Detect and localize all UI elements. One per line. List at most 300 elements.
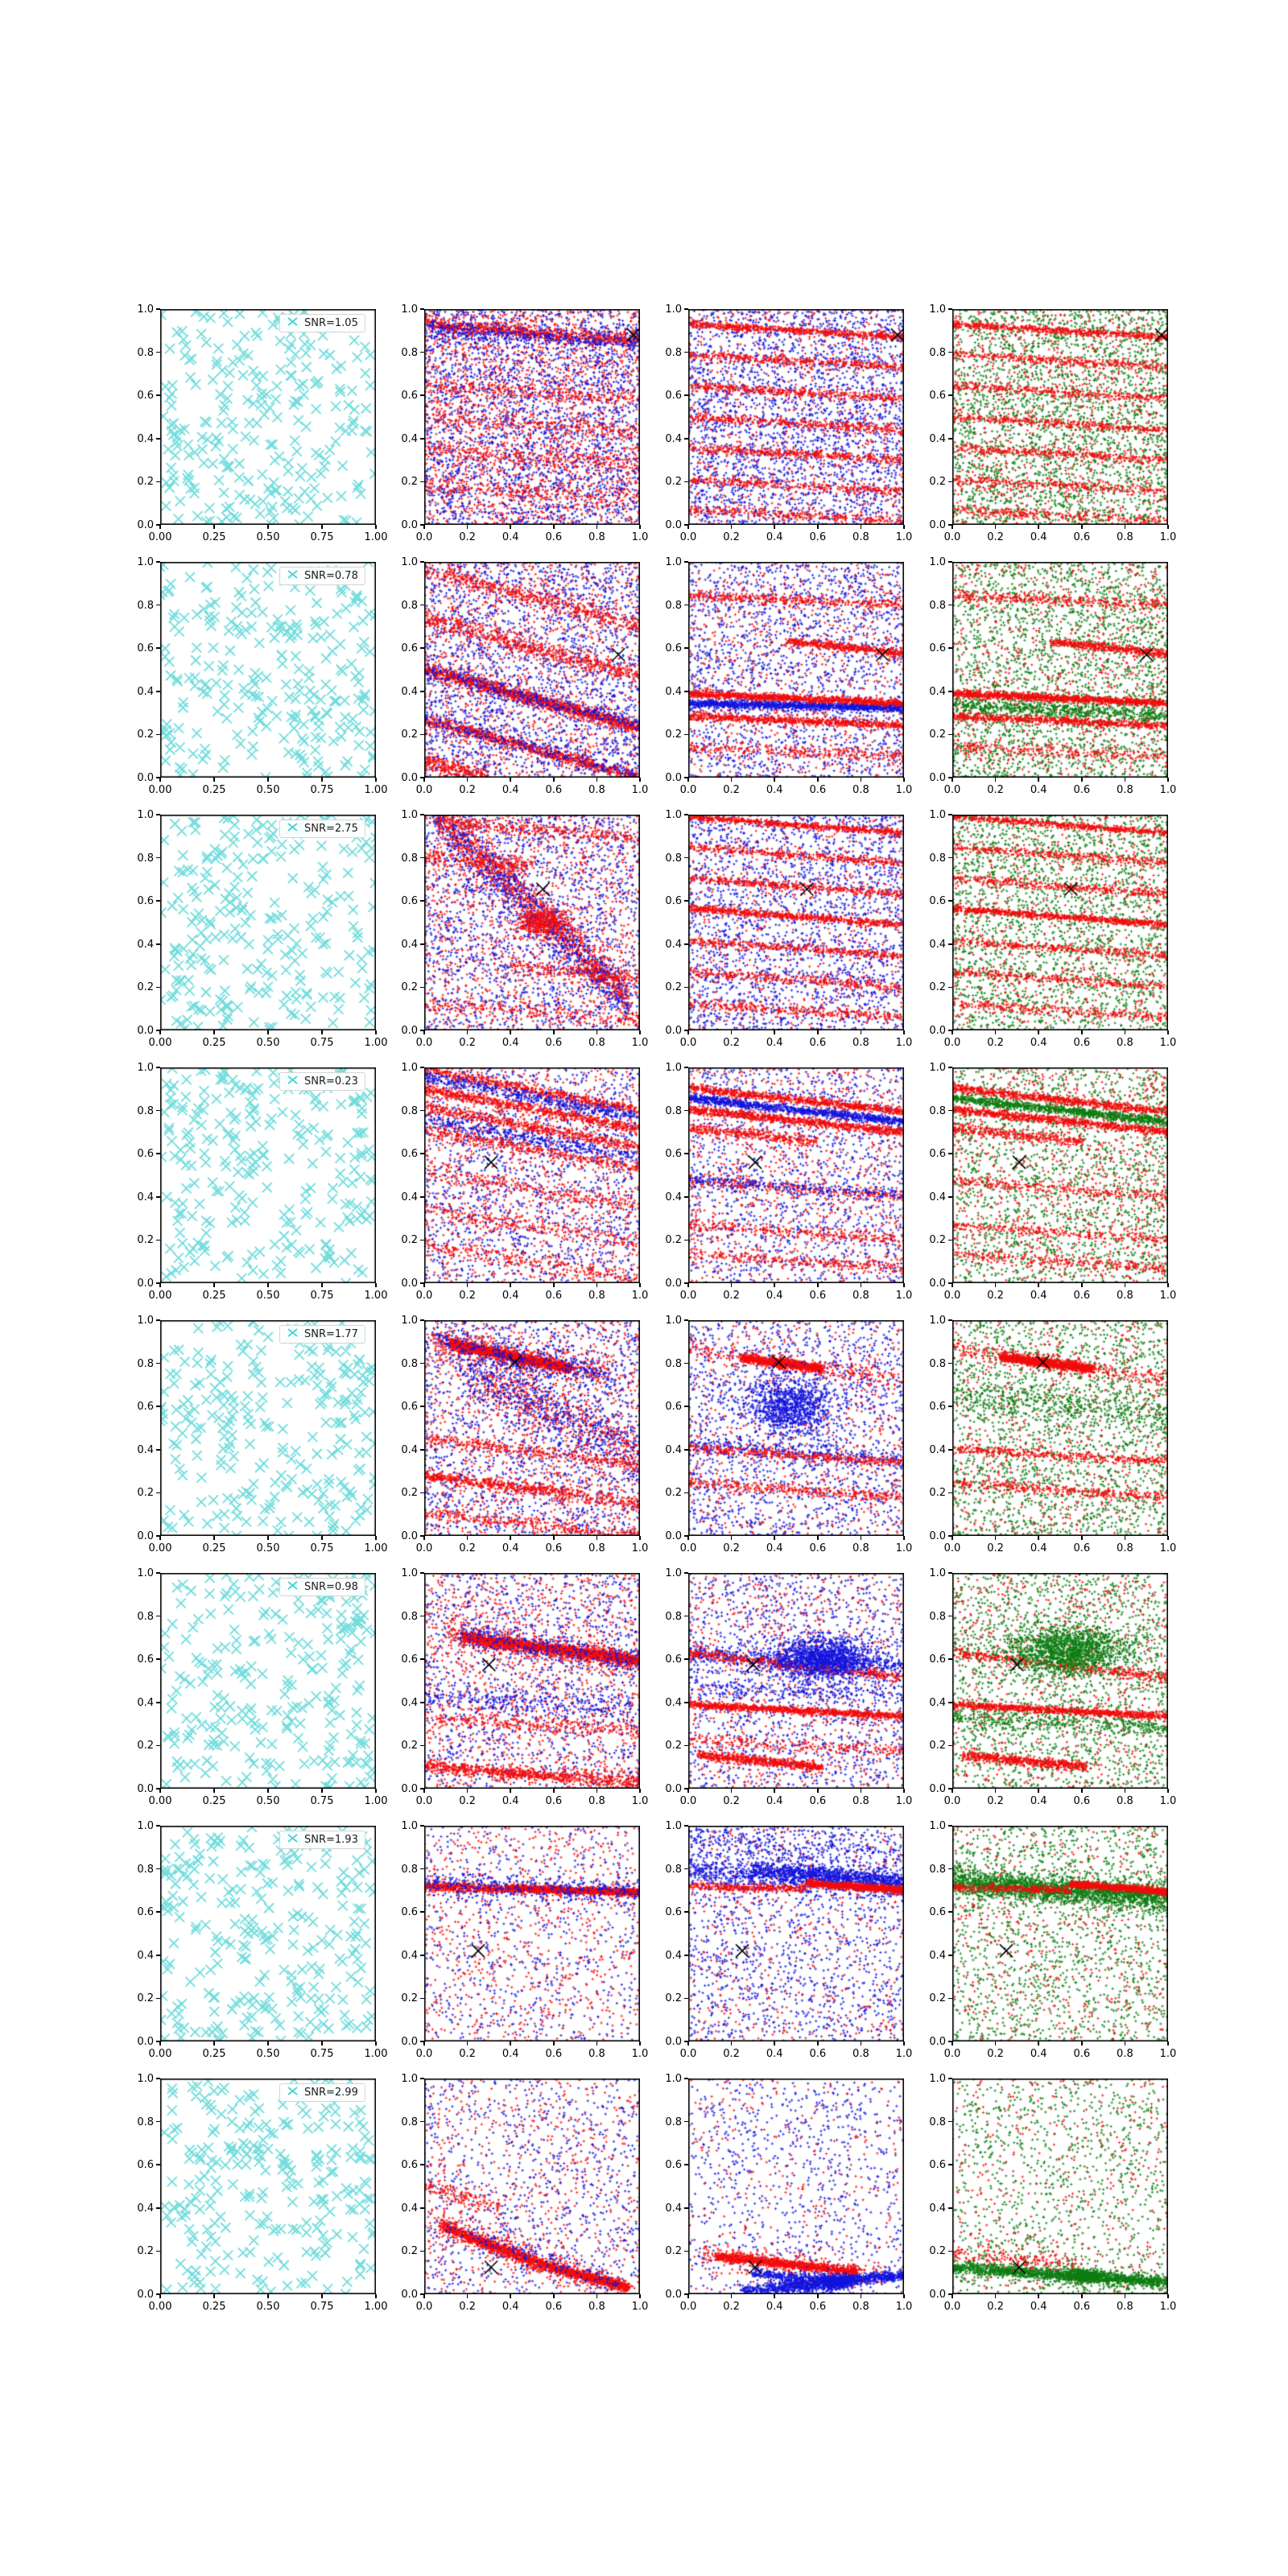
y-tick-label: 0.8	[665, 346, 682, 359]
x-tick-mark	[903, 2294, 905, 2298]
scatter-canvas-r1c2	[424, 309, 640, 525]
x-tick-mark	[774, 1030, 775, 1034]
y-tick-mark	[684, 2121, 688, 2123]
y-tick-mark	[420, 2041, 424, 2042]
x-tick-label: 1.0	[895, 2048, 913, 2060]
y-tick-label: 1.0	[665, 1315, 682, 1327]
y-tick-mark	[948, 1572, 952, 1574]
y-tick-mark	[948, 943, 952, 945]
y-tick-label: 1.0	[401, 303, 418, 316]
y-tick-label: 0.2	[137, 1234, 154, 1247]
y-tick-label: 1.0	[929, 556, 946, 568]
x-tick-label: 0.4	[1030, 784, 1047, 796]
x-tick-mark	[553, 2294, 555, 2298]
y-tick-mark	[948, 1658, 952, 1660]
x-tick-label: 0.6	[545, 1290, 563, 1302]
scatter-canvas-r6c4	[952, 1573, 1168, 1789]
x-tick-mark	[375, 2294, 377, 2298]
y-tick-label: 0.8	[137, 1357, 154, 1370]
x-tick-label: 0.4	[766, 531, 783, 543]
y-tick-mark	[420, 394, 424, 396]
x-tick-label: 0.2	[987, 1542, 1004, 1554]
y-tick-label: 0.0	[401, 772, 418, 784]
x-tick-mark	[553, 1789, 555, 1793]
y-tick-mark	[420, 1067, 424, 1068]
y-tick-label: 0.4	[137, 1443, 154, 1456]
y-tick-mark	[156, 308, 160, 310]
y-tick-label: 0.0	[929, 772, 946, 784]
y-tick-label: 0.0	[929, 2036, 946, 2048]
x-tick-mark	[467, 1283, 469, 1287]
y-tick-label: 1.0	[665, 1062, 682, 1074]
x-tick-label: 0.6	[545, 2048, 563, 2060]
y-tick-mark	[948, 2078, 952, 2079]
y-tick-label: 1.0	[401, 1820, 418, 1832]
y-tick-label: 0.8	[929, 2116, 946, 2128]
y-tick-mark	[684, 1067, 688, 1068]
y-tick-mark	[420, 900, 424, 902]
y-tick-label: 0.2	[401, 1992, 418, 2005]
y-tick-mark	[420, 308, 424, 310]
y-tick-mark	[156, 1067, 160, 1068]
y-tick-label: 1.0	[137, 2073, 154, 2085]
y-tick-label: 0.6	[137, 895, 154, 908]
x-tick-mark	[375, 1536, 377, 1540]
y-tick-mark	[948, 1868, 952, 1870]
y-tick-label: 0.2	[401, 1487, 418, 1500]
x-tick-mark	[213, 525, 215, 529]
y-tick-label: 1.0	[401, 1567, 418, 1579]
x-tick-label: 1.00	[364, 1037, 388, 1049]
x-tick-label: 0.75	[310, 1037, 334, 1049]
y-tick-label: 0.6	[137, 1653, 154, 1666]
x-tick-mark	[267, 778, 269, 782]
x-tick-mark	[817, 2294, 819, 2298]
x-tick-mark	[1125, 1283, 1126, 1287]
y-tick-label: 0.2	[929, 1992, 946, 2005]
snr-legend-label: SNR=1.77	[304, 1328, 358, 1340]
y-tick-mark	[948, 1406, 952, 1407]
x-tick-label: 0.8	[588, 2301, 605, 2313]
x-tick-mark	[423, 1789, 425, 1793]
x-tick-mark	[423, 1030, 425, 1034]
x-tick-mark	[267, 1283, 269, 1287]
x-tick-mark	[687, 2041, 689, 2046]
scatter-canvas-r4c2	[424, 1067, 640, 1283]
x-tick-label: 0.0	[943, 1037, 961, 1049]
x-tick-mark	[1125, 2294, 1126, 2298]
y-tick-mark	[420, 1825, 424, 1827]
x-tick-mark	[952, 1789, 953, 1793]
x-tick-mark	[467, 1030, 469, 1034]
y-tick-label: 1.0	[929, 1062, 946, 1074]
legend-cross-icon	[287, 1327, 299, 1341]
x-tick-label: 0.0	[415, 784, 433, 796]
y-tick-mark	[948, 1535, 952, 1537]
x-tick-mark	[1081, 525, 1083, 529]
y-tick-label: 0.0	[137, 519, 154, 531]
x-tick-mark	[1081, 2294, 1083, 2298]
y-tick-mark	[684, 1406, 688, 1407]
y-tick-mark	[948, 814, 952, 815]
x-tick-label: 1.0	[1159, 2301, 1177, 2313]
x-tick-label: 0.2	[987, 784, 1004, 796]
y-tick-label: 0.8	[665, 852, 682, 865]
scatter-canvas-r2c2	[424, 562, 640, 778]
y-tick-mark	[948, 734, 952, 736]
x-tick-mark	[1167, 1536, 1169, 1540]
y-tick-label: 1.0	[401, 556, 418, 568]
x-tick-mark	[1167, 2294, 1169, 2298]
x-tick-label: 0.2	[723, 1795, 740, 1807]
y-tick-label: 0.0	[929, 2289, 946, 2301]
y-tick-label: 1.0	[137, 1062, 154, 1074]
x-tick-label: 0.0	[415, 2301, 433, 2313]
y-tick-mark	[420, 1363, 424, 1364]
scatter-canvas-r4c3	[688, 1067, 904, 1283]
x-tick-mark	[774, 2041, 775, 2046]
y-tick-mark	[420, 1788, 424, 1790]
y-tick-mark	[156, 2207, 160, 2209]
y-tick-mark	[684, 1240, 688, 1241]
y-tick-label: 0.8	[137, 599, 154, 612]
x-tick-label: 0.0	[943, 1542, 961, 1554]
y-tick-mark	[684, 438, 688, 440]
y-tick-mark	[684, 1788, 688, 1790]
x-tick-mark	[159, 1283, 161, 1287]
x-tick-mark	[687, 1030, 689, 1034]
y-tick-label: 0.6	[401, 642, 418, 655]
scatter-canvas-r7c2	[424, 1826, 640, 2041]
y-tick-label: 0.0	[665, 1025, 682, 1037]
x-tick-label: 0.8	[588, 531, 605, 543]
y-tick-label: 0.6	[665, 1401, 682, 1414]
x-tick-label: 1.00	[364, 2301, 388, 2313]
x-tick-label: 1.0	[631, 1037, 649, 1049]
x-tick-label: 0.0	[679, 1542, 697, 1554]
x-tick-label: 0.75	[310, 2301, 334, 2313]
x-tick-mark	[861, 778, 862, 782]
x-tick-label: 1.0	[631, 2301, 649, 2313]
y-tick-mark	[156, 777, 160, 778]
y-tick-mark	[156, 524, 160, 526]
x-tick-mark	[375, 1030, 377, 1034]
x-tick-mark	[995, 1283, 997, 1287]
x-tick-label: 0.0	[679, 1795, 697, 1807]
y-tick-label: 0.4	[665, 685, 682, 698]
x-tick-label: 0.2	[987, 2301, 1004, 2313]
x-tick-label: 0.50	[256, 1542, 280, 1554]
x-tick-mark	[774, 525, 775, 529]
y-tick-label: 0.2	[929, 1487, 946, 1500]
x-tick-mark	[687, 778, 689, 782]
x-tick-label: 0.4	[502, 2048, 519, 2060]
y-tick-label: 1.0	[401, 2073, 418, 2085]
y-tick-mark	[948, 524, 952, 526]
y-tick-mark	[156, 2041, 160, 2042]
y-tick-mark	[420, 2164, 424, 2165]
y-tick-mark	[948, 1363, 952, 1364]
x-tick-mark	[267, 525, 269, 529]
x-tick-label: 0.2	[459, 1542, 476, 1554]
x-tick-mark	[375, 1789, 377, 1793]
x-tick-mark	[159, 2041, 161, 2046]
x-tick-mark	[952, 2041, 953, 2046]
y-tick-label: 0.4	[929, 1443, 946, 1456]
y-tick-label: 0.8	[137, 1610, 154, 1623]
x-tick-mark	[510, 778, 511, 782]
x-tick-mark	[213, 1030, 215, 1034]
x-tick-label: 0.8	[852, 784, 869, 796]
x-tick-label: 0.4	[502, 2301, 519, 2313]
x-tick-mark	[639, 778, 641, 782]
y-tick-label: 0.6	[401, 1906, 418, 1919]
y-tick-label: 0.8	[401, 1863, 418, 1876]
x-tick-label: 0.8	[1117, 1795, 1133, 1807]
y-tick-mark	[684, 1702, 688, 1703]
y-tick-mark	[948, 308, 952, 310]
x-tick-label: 0.25	[202, 531, 226, 543]
y-tick-label: 0.6	[137, 1906, 154, 1919]
x-tick-label: 0.8	[588, 1795, 605, 1807]
x-tick-mark	[213, 2041, 215, 2046]
y-tick-label: 1.0	[665, 1567, 682, 1579]
y-tick-mark	[948, 2293, 952, 2295]
y-tick-label: 0.6	[929, 1653, 946, 1666]
y-tick-label: 0.2	[665, 1992, 682, 2005]
x-tick-label: 0.75	[310, 531, 334, 543]
x-tick-mark	[553, 2041, 555, 2046]
x-tick-mark	[159, 525, 161, 529]
y-tick-label: 0.0	[401, 2036, 418, 2048]
y-tick-mark	[948, 2041, 952, 2042]
x-tick-mark	[687, 525, 689, 529]
y-tick-label: 0.6	[665, 1653, 682, 1666]
y-tick-mark	[948, 1282, 952, 1284]
y-tick-label: 1.0	[137, 1820, 154, 1832]
y-tick-label: 0.8	[929, 1357, 946, 1370]
scatter-canvas-r1c1	[160, 309, 376, 525]
x-tick-label: 0.6	[545, 1542, 563, 1554]
y-tick-label: 0.2	[929, 476, 946, 489]
x-tick-label: 0.0	[943, 1795, 961, 1807]
x-tick-label: 0.6	[1073, 2301, 1091, 2313]
y-tick-label: 1.0	[665, 2073, 682, 2085]
y-tick-mark	[156, 1998, 160, 2000]
y-tick-mark	[948, 1196, 952, 1198]
x-tick-label: 0.25	[202, 784, 226, 796]
x-tick-mark	[267, 1789, 269, 1793]
x-tick-label: 0.4	[1030, 1037, 1047, 1049]
legend-cross-icon	[287, 822, 299, 836]
snr-legend	[279, 1325, 365, 1344]
y-tick-mark	[156, 2293, 160, 2295]
y-tick-mark	[420, 1282, 424, 1284]
scatter-canvas-r3c4	[952, 815, 1168, 1030]
x-tick-label: 1.00	[364, 1542, 388, 1554]
y-tick-mark	[948, 1788, 952, 1790]
y-tick-mark	[156, 1955, 160, 1956]
x-tick-label: 1.0	[895, 1542, 913, 1554]
x-tick-mark	[467, 525, 469, 529]
y-tick-mark	[948, 691, 952, 692]
y-tick-label: 0.6	[137, 1148, 154, 1161]
y-tick-label: 0.4	[401, 432, 418, 445]
y-tick-label: 0.0	[137, 1278, 154, 1290]
x-tick-label: 1.0	[1159, 531, 1177, 543]
x-tick-label: 1.0	[1159, 2048, 1177, 2060]
scatter-canvas-r6c3	[688, 1573, 904, 1789]
x-tick-label: 0.00	[148, 2048, 172, 2060]
snr-legend-label: SNR=0.23	[304, 1075, 358, 1088]
y-tick-mark	[156, 647, 160, 649]
x-tick-label: 0.25	[202, 2048, 226, 2060]
y-tick-label: 0.8	[401, 852, 418, 865]
y-tick-mark	[156, 1363, 160, 1364]
x-tick-mark	[952, 778, 953, 782]
legend-cross-icon	[287, 1833, 299, 1847]
y-tick-mark	[684, 481, 688, 483]
y-tick-mark	[156, 1492, 160, 1494]
x-tick-label: 0.0	[679, 1037, 697, 1049]
y-tick-label: 1.0	[929, 2073, 946, 2085]
x-tick-label: 0.4	[766, 1795, 783, 1807]
y-tick-label: 0.0	[929, 1530, 946, 1542]
x-tick-label: 0.2	[459, 531, 476, 543]
x-tick-label: 0.0	[943, 1290, 961, 1302]
y-tick-label: 0.6	[929, 1401, 946, 1414]
x-tick-label: 1.0	[1159, 1290, 1177, 1302]
y-tick-label: 0.4	[137, 938, 154, 951]
x-tick-mark	[553, 1030, 555, 1034]
x-tick-mark	[321, 1789, 323, 1793]
x-tick-mark	[861, 1283, 862, 1287]
x-tick-label: 0.4	[1030, 2048, 1047, 2060]
y-tick-label: 1.0	[665, 809, 682, 821]
y-tick-mark	[420, 1572, 424, 1574]
y-tick-mark	[948, 1067, 952, 1068]
x-tick-label: 0.8	[588, 2048, 605, 2060]
x-tick-label: 1.0	[631, 1290, 649, 1302]
x-tick-mark	[861, 2294, 862, 2298]
x-tick-label: 0.8	[1117, 2301, 1133, 2313]
x-tick-mark	[597, 1536, 598, 1540]
x-tick-mark	[267, 1030, 269, 1034]
y-tick-label: 1.0	[665, 1820, 682, 1832]
x-tick-label: 0.2	[459, 1037, 476, 1049]
y-tick-label: 0.8	[137, 1863, 154, 1876]
x-tick-mark	[1125, 2041, 1126, 2046]
y-tick-label: 0.4	[401, 938, 418, 951]
x-tick-mark	[159, 1030, 161, 1034]
y-tick-label: 0.2	[137, 1992, 154, 2005]
x-tick-mark	[1081, 1283, 1083, 1287]
snr-legend	[279, 1072, 365, 1091]
x-tick-label: 0.6	[1073, 1542, 1091, 1554]
x-tick-label: 0.0	[415, 531, 433, 543]
x-tick-label: 0.4	[1030, 1542, 1047, 1554]
y-tick-label: 0.8	[929, 346, 946, 359]
x-tick-mark	[553, 1536, 555, 1540]
x-tick-label: 0.75	[310, 1542, 334, 1554]
x-tick-mark	[774, 1536, 775, 1540]
x-tick-label: 1.0	[631, 784, 649, 796]
y-tick-mark	[420, 2251, 424, 2252]
scatter-canvas-r5c2	[424, 1320, 640, 1536]
x-tick-mark	[639, 1536, 641, 1540]
x-tick-label: 0.4	[1030, 1290, 1047, 1302]
y-tick-mark	[156, 857, 160, 859]
x-tick-label: 1.00	[364, 2048, 388, 2060]
x-tick-label: 0.4	[766, 784, 783, 796]
y-tick-mark	[156, 1911, 160, 1913]
x-tick-label: 0.2	[723, 2301, 740, 2313]
x-tick-mark	[903, 1789, 905, 1793]
y-tick-label: 1.0	[137, 1315, 154, 1327]
y-tick-mark	[420, 1616, 424, 1617]
x-tick-mark	[774, 778, 775, 782]
x-tick-mark	[639, 2294, 641, 2298]
legend-cross-icon	[287, 2086, 299, 2099]
y-tick-mark	[420, 481, 424, 483]
y-tick-mark	[684, 2207, 688, 2209]
x-tick-mark	[423, 525, 425, 529]
y-tick-mark	[156, 1319, 160, 1321]
x-tick-label: 0.8	[1117, 531, 1133, 543]
scatter-canvas-r8c3	[688, 2079, 904, 2294]
y-tick-mark	[156, 1449, 160, 1451]
y-tick-mark	[420, 1196, 424, 1198]
y-tick-mark	[156, 1825, 160, 1827]
x-tick-label: 0.6	[809, 531, 827, 543]
y-tick-mark	[420, 943, 424, 945]
x-tick-label: 0.8	[588, 1290, 605, 1302]
x-tick-label: 0.75	[310, 784, 334, 796]
y-tick-label: 0.0	[929, 1783, 946, 1795]
x-tick-mark	[467, 1789, 469, 1793]
y-tick-mark	[156, 1535, 160, 1537]
x-tick-label: 0.8	[852, 2048, 869, 2060]
x-tick-label: 0.6	[809, 2301, 827, 2313]
y-tick-label: 0.6	[401, 1401, 418, 1414]
y-tick-mark	[948, 605, 952, 606]
x-tick-mark	[903, 2041, 905, 2046]
x-tick-mark	[553, 1283, 555, 1287]
x-tick-mark	[1167, 525, 1169, 529]
x-tick-mark	[267, 2294, 269, 2298]
y-tick-mark	[684, 1535, 688, 1537]
x-tick-mark	[861, 2041, 862, 2046]
x-tick-label: 0.00	[148, 1795, 172, 1807]
y-tick-label: 0.6	[929, 642, 946, 655]
x-tick-mark	[321, 1030, 323, 1034]
y-tick-label: 0.8	[929, 1104, 946, 1117]
y-tick-mark	[948, 1955, 952, 1956]
x-tick-label: 0.0	[679, 2048, 697, 2060]
y-tick-mark	[420, 734, 424, 736]
y-tick-mark	[684, 1658, 688, 1660]
x-tick-label: 0.8	[852, 1542, 869, 1554]
x-tick-mark	[375, 525, 377, 529]
scatter-canvas-r3c1	[160, 815, 376, 1030]
y-tick-label: 0.8	[137, 1104, 154, 1117]
scatter-canvas-r1c3	[688, 309, 904, 525]
y-tick-label: 0.4	[137, 1191, 154, 1203]
y-tick-mark	[948, 1745, 952, 1747]
x-tick-mark	[639, 525, 641, 529]
y-tick-mark	[684, 1363, 688, 1364]
x-tick-mark	[553, 778, 555, 782]
